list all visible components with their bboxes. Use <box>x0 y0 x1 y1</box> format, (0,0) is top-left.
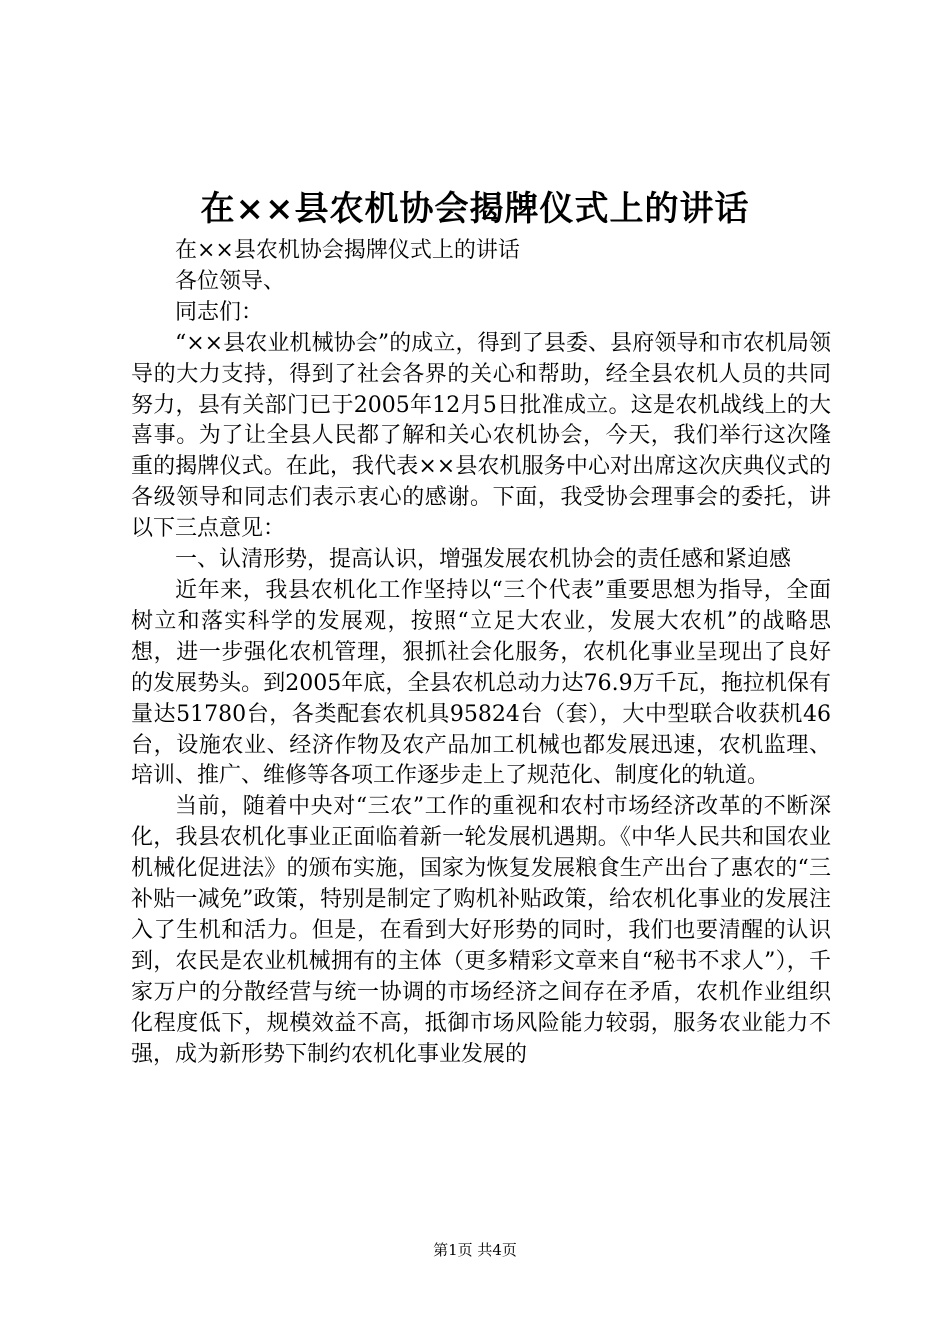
page-footer: 第1页 共4页 <box>433 1241 517 1259</box>
paragraph-recent-years: 近年来，我县农机化工作坚持以“三个代表”重要思想为指导，全面树立和落实科学的发展观，按照“立足大农业，发展大农机”的战略思想，进一步强化农机管理，狠抓社会化服务，农机化事业呈现出了良好的发展势头。到2005年底，全县农机总动力达76.9万千瓦，拖拉机保有量达51780台，各类配套农机具95824台（套），大中型联合收获机46台，设施农业、经济作物及农产品加工机械也都发展迅速，农机监理、培训、推广、维修等各项工作逐步走上了规范化、制度化的轨道。 <box>131 577 831 789</box>
document-title: 在××县农机协会揭牌仪式上的讲话 <box>200 189 750 229</box>
paragraph-section-heading-1: 一、认清形势，提高认识，增强发展农机协会的责任感和紧迫感 <box>175 547 792 573</box>
paragraph-current-situation: 当前，随着中央对“三农”工作的重视和农村市场经济改革的不断深化，我县农机化事业正面临着新一轮发展机遇期。《中华人民共和国农业机械化促进法》的颁布实施，国家为恢复发展粮食生产出台了惠农的“三补贴一减免”政策，特别是制定了购机补贴政策，给农机化事业的发展注入了生机和活力。但是，在看到大好形势的同时，我们也要清醒的认识到，农民是农业机械拥有的主体（更多精彩文章来自“秘书不求人”），千家万户的分散经营与统一协调的市场经济之间存在矛盾，农机作业组织化程度低下，规模效益不高，抵御市场风险能力较弱，服务农业能力不强，成为新形势下制约农机化事业发展的 <box>131 794 831 1067</box>
paragraph-opening: “××县农业机械协会”的成立，得到了县委、县府领导和市农机局领导的大力支持，得到了社会各界的关心和帮助，经全县农机人员的共同努力，县有关部门已于2005年12月5日批准成立。这是农机战线上的大喜事。为了让全县人民都了解和关心农机协会，今天，我们举行这次隆重的揭牌仪式。在此，我代表××县农机服务中心对出席这次庆典仪式的各级领导和同志们表示衷心的感谢。下面，我受协会理事会的委托，讲以下三点意见： <box>131 330 831 542</box>
document-body <box>131 236 831 1070</box>
paragraph-salutation-leaders: 各位领导、 <box>175 268 286 294</box>
paragraph-repeated-title: 在××县农机协会揭牌仪式上的讲话 <box>175 238 520 263</box>
paragraph-salutation-comrades: 同志们： <box>175 299 264 325</box>
